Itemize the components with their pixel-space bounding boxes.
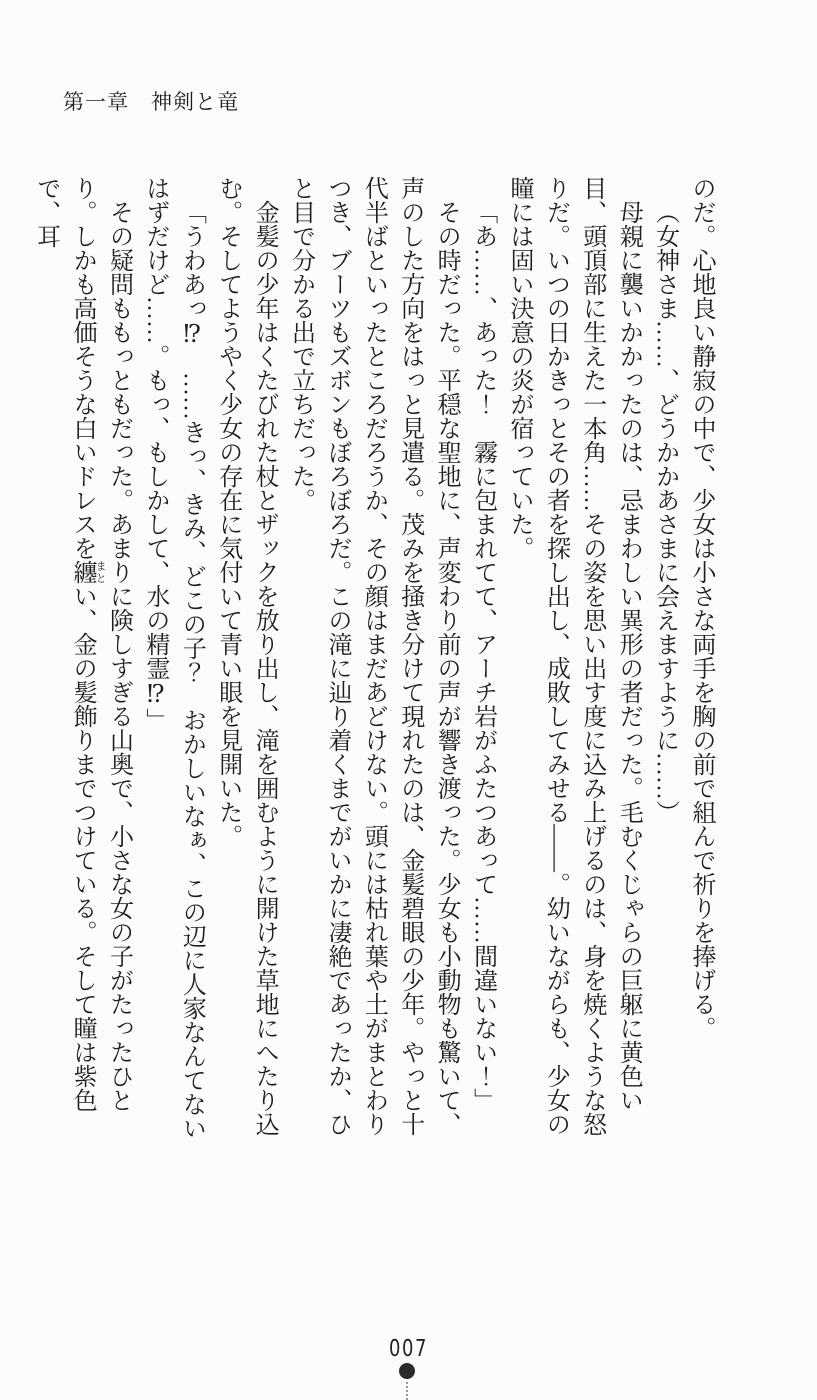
paragraph: 母親に襲いかかったのは、忌まわしい異形の者だった。毛むくじゃらの巨躯に黄色い目、頭頂部に生えた一本角……その姿を思い出す度に込み上げるのは、身を焼くような怒りだ。いつの日かきっとその者を探し出し、成敗してみせる――。幼いながらも、少女の瞳には固い決意の炎が宿っていた。 (505, 176, 642, 1136)
paragraph: 「うわあっ⁉ ……きっ、きみ、どこの子？ おかしいなぁ、この辺に人家なんてないはずだけど……。もっ、もしかして、水の精霊⁉」 (141, 176, 205, 1140)
paragraph: （女神さま……、どうかかあさまに会えますように……） (651, 200, 678, 824)
binding-dot-mark (399, 1363, 415, 1379)
paragraph: 金髪の少年はくたびれた杖とザックを放り出し、滝を囲むように開けた草地にへたり込む。そしてようやく少女の存在に気付いて青い眼を見開いた。 (214, 176, 278, 1136)
paragraph: 「あ……、あった！ 霧に包まれてて、アーチ岩がふたつあって……間違いない！」 (469, 200, 496, 1112)
binding-line-mark (406, 1382, 408, 1400)
running-header: 第一章 神剣と竜 (63, 90, 239, 114)
paragraph: のだ。心地良い静寂の中で、少女は小さな両手を胸の前で組んで祈りを捧げる。 (688, 176, 714, 1040)
body-text (27, 176, 719, 1154)
page-number: 007 (389, 1336, 428, 1362)
paragraph: その時だった。平穏な聖地に、声変わり前の声が響き渡った。少女も小動物も驚いて、声のした方向をはっと見遣る。茂みを掻き分けて現れたのは、金髪碧眼の少年。やっと十代半ばといったところだろうか、その顔はまだあどけない。頭には枯れ葉や土がまとわりつき、ブーツもズボンもぼろぼろだ。この滝に辿り着くまでがいかに凄絶であったか、ひと目で分かる出で立ちだった。 (287, 176, 460, 1136)
paragraph: その疑問ももっともだった。あまりに険しすぎる山奥で、小さな女の子がたったひとり。しかも高価そうな白いドレスを纏 まとい、金の髪飾りまでつけている。そして瞳は紫色で、耳 (32, 176, 132, 1112)
